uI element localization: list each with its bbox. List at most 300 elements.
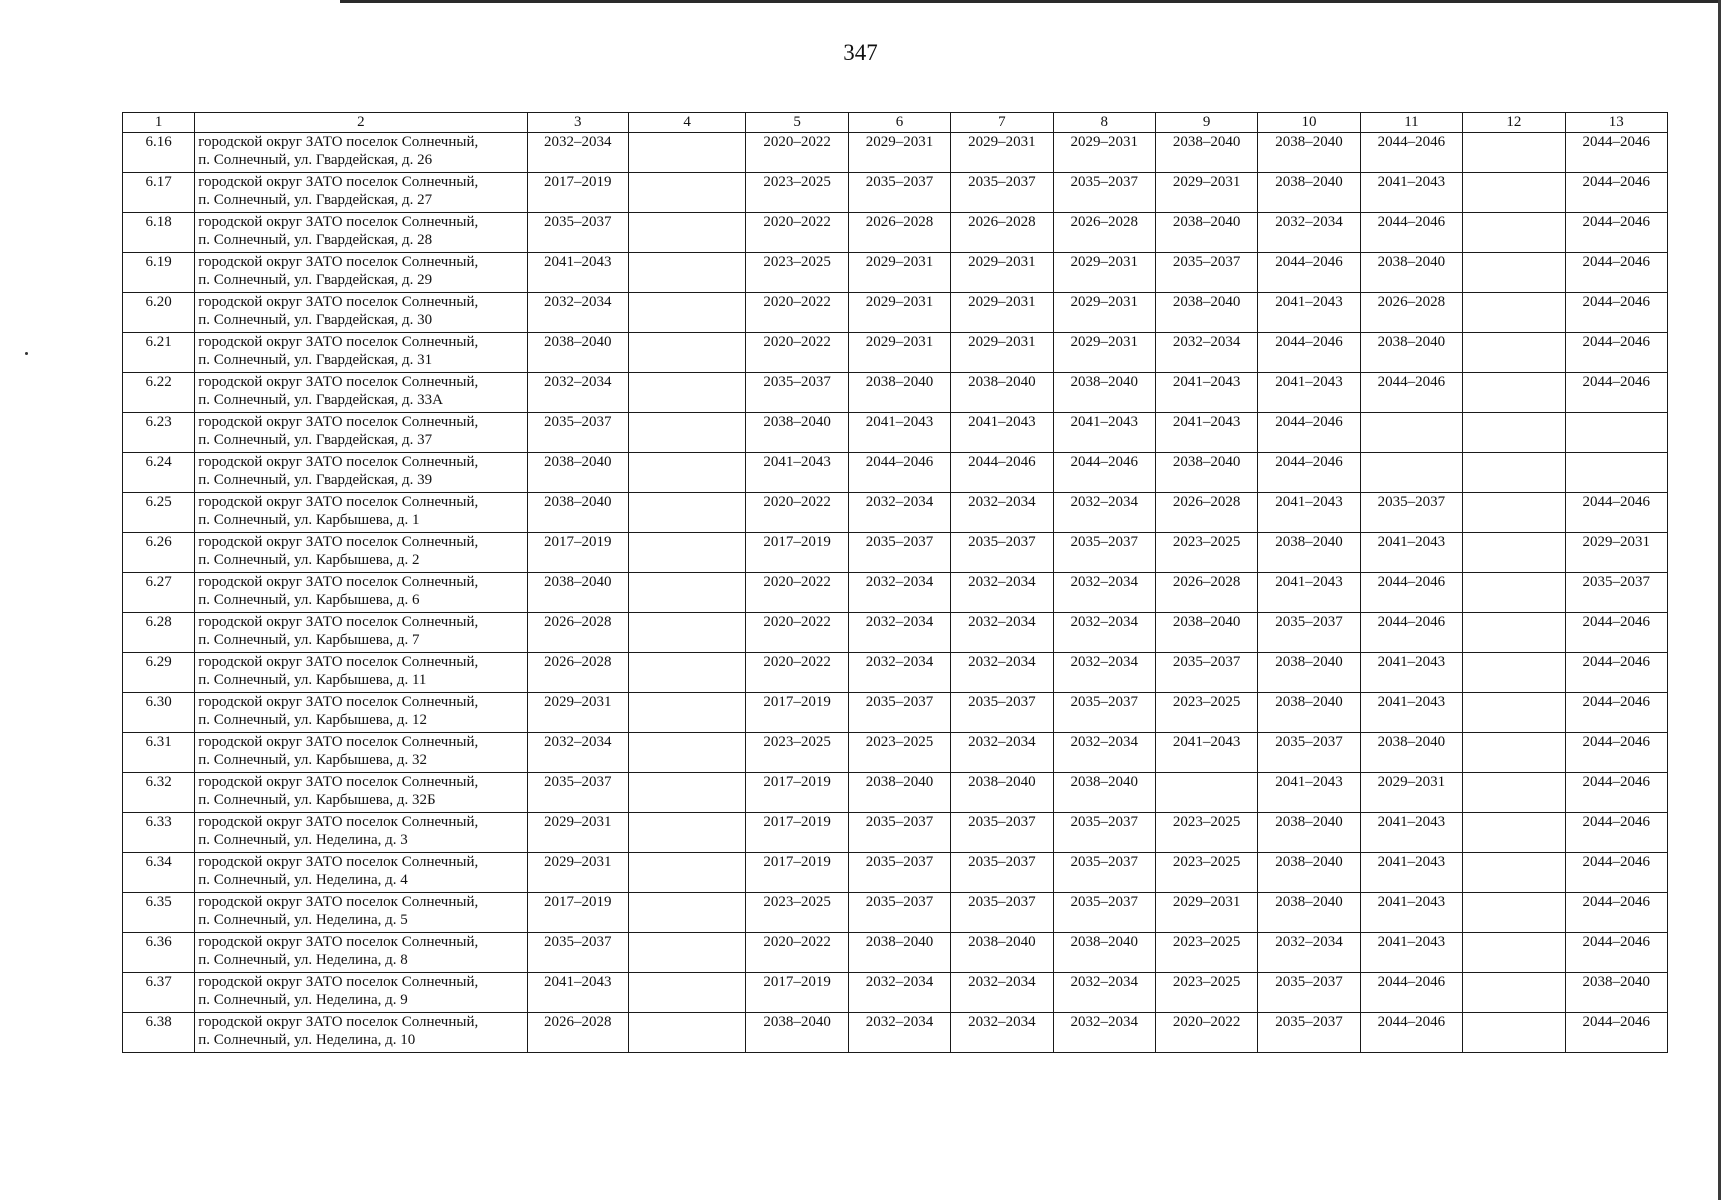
period-cell-col-6: 2029–2031 xyxy=(848,293,950,333)
period-cell-col-5: 2020–2022 xyxy=(746,613,848,653)
period-cell-col-9: 2023–2025 xyxy=(1155,533,1257,573)
table-row xyxy=(123,173,1668,213)
row-number-cell: 6.32 xyxy=(123,773,195,813)
table-body xyxy=(123,113,1668,1053)
period-cell-col-8: 2029–2031 xyxy=(1053,253,1155,293)
period-cell-col-9: 2032–2034 xyxy=(1155,333,1257,373)
period-cell-col-13: 2044–2046 xyxy=(1565,493,1667,533)
row-number-cell: 6.33 xyxy=(123,813,195,853)
column-number-header: 7 xyxy=(951,113,1053,133)
period-cell-col-5: 2020–2022 xyxy=(746,933,848,973)
period-cell-col-12 xyxy=(1463,293,1565,333)
period-cell-col-9: 2035–2037 xyxy=(1155,653,1257,693)
address-line-municipality: городской округ ЗАТО поселок Солнечный, xyxy=(198,614,479,630)
period-cell-col-10: 2044–2046 xyxy=(1258,413,1360,453)
period-cell-col-3: 2035–2037 xyxy=(527,413,628,453)
period-cell-col-5: 2038–2040 xyxy=(746,1013,848,1053)
period-cell-col-10: 2032–2034 xyxy=(1258,213,1360,253)
period-cell-col-7: 2035–2037 xyxy=(951,533,1053,573)
address-cell xyxy=(195,933,527,973)
period-cell-col-7: 2029–2031 xyxy=(951,133,1053,173)
address-line-street: п. Солнечный, ул. Неделина, д. 8 xyxy=(198,952,408,968)
period-cell-col-9: 2023–2025 xyxy=(1155,853,1257,893)
scan-speck xyxy=(25,352,28,355)
period-cell-col-10: 2041–2043 xyxy=(1258,773,1360,813)
period-cell-col-7: 2032–2034 xyxy=(951,1013,1053,1053)
row-number-cell: 6.27 xyxy=(123,573,195,613)
address-line-street: п. Солнечный, ул. Карбышева, д. 1 xyxy=(198,512,420,528)
period-cell-col-3: 2035–2037 xyxy=(527,933,628,973)
period-cell-col-13: 2044–2046 xyxy=(1565,253,1667,293)
period-cell-col-3: 2017–2019 xyxy=(527,533,628,573)
address-cell xyxy=(195,493,527,533)
address-cell xyxy=(195,853,527,893)
address-line-municipality: городской округ ЗАТО поселок Солнечный, xyxy=(198,174,479,190)
period-cell-col-9: 2041–2043 xyxy=(1155,373,1257,413)
period-cell-col-13: 2029–2031 xyxy=(1565,533,1667,573)
table-row xyxy=(123,213,1668,253)
period-cell-col-4 xyxy=(628,493,745,533)
address-line-street: п. Солнечный, ул. Карбышева, д. 32 xyxy=(198,752,427,768)
table-row xyxy=(123,573,1668,613)
period-cell-col-4 xyxy=(628,693,745,733)
address-cell xyxy=(195,373,527,413)
period-cell-col-13: 2044–2046 xyxy=(1565,293,1667,333)
period-cell-col-9: 2029–2031 xyxy=(1155,173,1257,213)
period-cell-col-3: 2029–2031 xyxy=(527,853,628,893)
period-cell-col-3: 2038–2040 xyxy=(527,573,628,613)
address-cell xyxy=(195,453,527,493)
period-cell-col-8: 2035–2037 xyxy=(1053,173,1155,213)
period-cell-col-5: 2023–2025 xyxy=(746,253,848,293)
period-cell-col-4 xyxy=(628,853,745,893)
address-line-street: п. Солнечный, ул. Карбышева, д. 11 xyxy=(198,672,427,688)
period-cell-col-7: 2026–2028 xyxy=(951,213,1053,253)
row-number-cell: 6.19 xyxy=(123,253,195,293)
period-cell-col-9: 2029–2031 xyxy=(1155,893,1257,933)
period-cell-col-5: 2023–2025 xyxy=(746,173,848,213)
period-cell-col-5: 2017–2019 xyxy=(746,973,848,1013)
period-cell-col-11: 2041–2043 xyxy=(1360,853,1462,893)
period-cell-col-3: 2041–2043 xyxy=(527,253,628,293)
period-cell-col-8: 2032–2034 xyxy=(1053,973,1155,1013)
row-number-cell: 6.28 xyxy=(123,613,195,653)
period-cell-col-11: 2044–2046 xyxy=(1360,973,1462,1013)
period-cell-col-9: 2035–2037 xyxy=(1155,253,1257,293)
address-line-municipality: городской округ ЗАТО поселок Солнечный, xyxy=(198,974,479,990)
column-number-header-row xyxy=(123,113,1668,133)
address-line-street: п. Солнечный, ул. Карбышева, д. 6 xyxy=(198,592,420,608)
period-cell-col-11: 2041–2043 xyxy=(1360,933,1462,973)
period-cell-col-13: 2044–2046 xyxy=(1565,653,1667,693)
period-cell-col-11: 2041–2043 xyxy=(1360,653,1462,693)
row-number-cell: 6.34 xyxy=(123,853,195,893)
row-number-cell: 6.38 xyxy=(123,1013,195,1053)
period-cell-col-7: 2032–2034 xyxy=(951,973,1053,1013)
period-cell-col-6: 2029–2031 xyxy=(848,333,950,373)
period-cell-col-3: 2017–2019 xyxy=(527,173,628,213)
row-number-cell: 6.24 xyxy=(123,453,195,493)
column-number-header: 13 xyxy=(1565,113,1667,133)
period-cell-col-9: 2023–2025 xyxy=(1155,693,1257,733)
table-row xyxy=(123,813,1668,853)
scan-edge-top xyxy=(340,0,1721,3)
address-cell xyxy=(195,813,527,853)
period-cell-col-9: 2023–2025 xyxy=(1155,813,1257,853)
period-cell-col-3: 2041–2043 xyxy=(527,973,628,1013)
period-cell-col-13: 2044–2046 xyxy=(1565,613,1667,653)
period-cell-col-8: 2029–2031 xyxy=(1053,333,1155,373)
period-cell-col-10: 2038–2040 xyxy=(1258,853,1360,893)
period-cell-col-6: 2032–2034 xyxy=(848,613,950,653)
period-cell-col-11: 2044–2046 xyxy=(1360,1013,1462,1053)
period-cell-col-12 xyxy=(1463,813,1565,853)
period-cell-col-5: 2020–2022 xyxy=(746,133,848,173)
row-number-cell: 6.31 xyxy=(123,733,195,773)
address-line-municipality: городской округ ЗАТО поселок Солнечный, xyxy=(198,494,479,510)
period-cell-col-11: 2041–2043 xyxy=(1360,173,1462,213)
period-cell-col-3: 2017–2019 xyxy=(527,893,628,933)
address-cell xyxy=(195,693,527,733)
address-cell xyxy=(195,1013,527,1053)
period-cell-col-3: 2035–2037 xyxy=(527,213,628,253)
period-cell-col-10: 2044–2046 xyxy=(1258,453,1360,493)
period-cell-col-7: 2038–2040 xyxy=(951,773,1053,813)
row-number-cell: 6.29 xyxy=(123,653,195,693)
period-cell-col-6: 2035–2037 xyxy=(848,173,950,213)
period-cell-col-3: 2026–2028 xyxy=(527,1013,628,1053)
period-cell-col-6: 2032–2034 xyxy=(848,1013,950,1053)
period-cell-col-13: 2044–2046 xyxy=(1565,933,1667,973)
period-cell-col-10: 2038–2040 xyxy=(1258,813,1360,853)
period-cell-col-3: 2029–2031 xyxy=(527,813,628,853)
period-cell-col-5: 2020–2022 xyxy=(746,213,848,253)
period-cell-col-13: 2044–2046 xyxy=(1565,173,1667,213)
address-line-street: п. Солнечный, ул. Гвардейская, д. 39 xyxy=(198,472,433,488)
period-cell-col-4 xyxy=(628,613,745,653)
period-cell-col-8: 2032–2034 xyxy=(1053,733,1155,773)
period-cell-col-5: 2023–2025 xyxy=(746,733,848,773)
row-number-cell: 6.36 xyxy=(123,933,195,973)
period-cell-col-5: 2017–2019 xyxy=(746,773,848,813)
period-cell-col-12 xyxy=(1463,693,1565,733)
address-line-municipality: городской округ ЗАТО поселок Солнечный, xyxy=(198,454,479,470)
period-cell-col-9: 2041–2043 xyxy=(1155,733,1257,773)
period-cell-col-12 xyxy=(1463,973,1565,1013)
period-cell-col-10: 2044–2046 xyxy=(1258,253,1360,293)
period-cell-col-7: 2032–2034 xyxy=(951,613,1053,653)
period-cell-col-13: 2038–2040 xyxy=(1565,973,1667,1013)
period-cell-col-12 xyxy=(1463,893,1565,933)
period-cell-col-11: 2044–2046 xyxy=(1360,613,1462,653)
period-cell-col-8: 2044–2046 xyxy=(1053,453,1155,493)
period-cell-col-3: 2032–2034 xyxy=(527,733,628,773)
period-cell-col-8: 2032–2034 xyxy=(1053,613,1155,653)
period-cell-col-11 xyxy=(1360,453,1462,493)
column-number-header: 4 xyxy=(628,113,745,133)
period-cell-col-12 xyxy=(1463,453,1565,493)
period-cell-col-10: 2044–2046 xyxy=(1258,333,1360,373)
period-cell-col-12 xyxy=(1463,933,1565,973)
period-cell-col-9: 2020–2022 xyxy=(1155,1013,1257,1053)
period-cell-col-6: 2035–2037 xyxy=(848,693,950,733)
period-cell-col-7: 2035–2037 xyxy=(951,813,1053,853)
period-cell-col-5: 2035–2037 xyxy=(746,373,848,413)
period-cell-col-10: 2041–2043 xyxy=(1258,373,1360,413)
period-cell-col-9: 2038–2040 xyxy=(1155,293,1257,333)
period-cell-col-8: 2032–2034 xyxy=(1053,653,1155,693)
period-cell-col-13 xyxy=(1565,453,1667,493)
period-cell-col-9: 2041–2043 xyxy=(1155,413,1257,453)
period-cell-col-8: 2035–2037 xyxy=(1053,533,1155,573)
address-line-street: п. Солнечный, ул. Неделина, д. 4 xyxy=(198,872,408,888)
period-cell-col-8: 2038–2040 xyxy=(1053,373,1155,413)
row-number-cell: 6.35 xyxy=(123,893,195,933)
address-line-municipality: городской округ ЗАТО поселок Солнечный, xyxy=(198,694,479,710)
period-cell-col-4 xyxy=(628,813,745,853)
period-cell-col-3: 2029–2031 xyxy=(527,693,628,733)
period-cell-col-8: 2029–2031 xyxy=(1053,133,1155,173)
period-cell-col-7: 2035–2037 xyxy=(951,893,1053,933)
address-line-municipality: городской округ ЗАТО поселок Солнечный, xyxy=(198,414,479,430)
period-cell-col-9: 2023–2025 xyxy=(1155,973,1257,1013)
period-cell-col-11: 2041–2043 xyxy=(1360,693,1462,733)
period-cell-col-4 xyxy=(628,293,745,333)
period-cell-col-12 xyxy=(1463,333,1565,373)
column-number-header: 2 xyxy=(195,113,527,133)
period-cell-col-6: 2038–2040 xyxy=(848,933,950,973)
row-number-cell: 6.16 xyxy=(123,133,195,173)
period-cell-col-5: 2020–2022 xyxy=(746,333,848,373)
address-line-street: п. Солнечный, ул. Гвардейская, д. 26 xyxy=(198,152,433,168)
column-number-header: 6 xyxy=(848,113,950,133)
period-cell-col-3: 2038–2040 xyxy=(527,333,628,373)
period-cell-col-12 xyxy=(1463,413,1565,453)
period-cell-col-4 xyxy=(628,533,745,573)
address-line-municipality: городской округ ЗАТО поселок Солнечный, xyxy=(198,374,479,390)
period-cell-col-7: 2035–2037 xyxy=(951,173,1053,213)
period-cell-col-8: 2032–2034 xyxy=(1053,493,1155,533)
period-cell-col-4 xyxy=(628,413,745,453)
address-line-municipality: городской округ ЗАТО поселок Солнечный, xyxy=(198,134,479,150)
period-cell-col-13: 2044–2046 xyxy=(1565,733,1667,773)
period-cell-col-4 xyxy=(628,333,745,373)
column-number-header: 10 xyxy=(1258,113,1360,133)
period-cell-col-5: 2041–2043 xyxy=(746,453,848,493)
address-line-street: п. Солнечный, ул. Гвардейская, д. 37 xyxy=(198,432,433,448)
period-cell-col-13: 2044–2046 xyxy=(1565,813,1667,853)
address-line-municipality: городской округ ЗАТО поселок Солнечный, xyxy=(198,574,479,590)
row-number-cell: 6.18 xyxy=(123,213,195,253)
table-row xyxy=(123,293,1668,333)
address-cell xyxy=(195,533,527,573)
period-cell-col-10: 2032–2034 xyxy=(1258,933,1360,973)
column-number-header: 9 xyxy=(1155,113,1257,133)
period-cell-col-9 xyxy=(1155,773,1257,813)
period-cell-col-8: 2035–2037 xyxy=(1053,853,1155,893)
row-number-cell: 6.21 xyxy=(123,333,195,373)
period-cell-col-3: 2035–2037 xyxy=(527,773,628,813)
table-row xyxy=(123,973,1668,1013)
address-cell xyxy=(195,733,527,773)
table-row xyxy=(123,1013,1668,1053)
period-cell-col-6: 2035–2037 xyxy=(848,893,950,933)
row-number-cell: 6.23 xyxy=(123,413,195,453)
period-cell-col-6: 2035–2037 xyxy=(848,533,950,573)
address-line-municipality: городской округ ЗАТО поселок Солнечный, xyxy=(198,774,479,790)
period-cell-col-12 xyxy=(1463,573,1565,613)
period-cell-col-10: 2038–2040 xyxy=(1258,533,1360,573)
address-line-street: п. Солнечный, ул. Карбышева, д. 2 xyxy=(198,552,420,568)
period-cell-col-7: 2035–2037 xyxy=(951,693,1053,733)
table-row xyxy=(123,133,1668,173)
period-cell-col-12 xyxy=(1463,173,1565,213)
period-cell-col-13: 2044–2046 xyxy=(1565,773,1667,813)
address-cell xyxy=(195,613,527,653)
period-cell-col-11: 2044–2046 xyxy=(1360,213,1462,253)
period-cell-col-6: 2044–2046 xyxy=(848,453,950,493)
period-cell-col-12 xyxy=(1463,1013,1565,1053)
period-cell-col-3: 2038–2040 xyxy=(527,493,628,533)
period-cell-col-10: 2041–2043 xyxy=(1258,293,1360,333)
table-row xyxy=(123,893,1668,933)
period-cell-col-13: 2044–2046 xyxy=(1565,333,1667,373)
period-cell-col-8: 2026–2028 xyxy=(1053,213,1155,253)
period-cell-col-10: 2038–2040 xyxy=(1258,133,1360,173)
period-cell-col-9: 2038–2040 xyxy=(1155,213,1257,253)
period-cell-col-13: 2044–2046 xyxy=(1565,133,1667,173)
address-line-street: п. Солнечный, ул. Неделина, д. 5 xyxy=(198,912,408,928)
period-cell-col-10: 2035–2037 xyxy=(1258,973,1360,1013)
period-cell-col-11: 2029–2031 xyxy=(1360,773,1462,813)
address-line-street: п. Солнечный, ул. Карбышева, д. 7 xyxy=(198,632,420,648)
period-cell-col-7: 2038–2040 xyxy=(951,933,1053,973)
schedule-table xyxy=(122,112,1668,1053)
address-cell xyxy=(195,973,527,1013)
column-number-header: 12 xyxy=(1463,113,1565,133)
period-cell-col-13 xyxy=(1565,413,1667,453)
period-cell-col-13: 2035–2037 xyxy=(1565,573,1667,613)
table-row xyxy=(123,853,1668,893)
period-cell-col-7: 2044–2046 xyxy=(951,453,1053,493)
period-cell-col-4 xyxy=(628,573,745,613)
row-number-cell: 6.26 xyxy=(123,533,195,573)
period-cell-col-10: 2038–2040 xyxy=(1258,173,1360,213)
period-cell-col-10: 2038–2040 xyxy=(1258,693,1360,733)
period-cell-col-4 xyxy=(628,973,745,1013)
address-line-municipality: городской округ ЗАТО поселок Солнечный, xyxy=(198,894,479,910)
period-cell-col-6: 2035–2037 xyxy=(848,813,950,853)
address-line-street: п. Солнечный, ул. Гвардейская, д. 27 xyxy=(198,192,433,208)
period-cell-col-6: 2035–2037 xyxy=(848,853,950,893)
period-cell-col-6: 2032–2034 xyxy=(848,493,950,533)
period-cell-col-6: 2038–2040 xyxy=(848,773,950,813)
period-cell-col-13: 2044–2046 xyxy=(1565,213,1667,253)
table-row xyxy=(123,653,1668,693)
address-cell xyxy=(195,293,527,333)
period-cell-col-12 xyxy=(1463,533,1565,573)
period-cell-col-7: 2032–2034 xyxy=(951,573,1053,613)
period-cell-col-5: 2020–2022 xyxy=(746,293,848,333)
period-cell-col-12 xyxy=(1463,853,1565,893)
period-cell-col-11: 2044–2046 xyxy=(1360,373,1462,413)
table-row xyxy=(123,733,1668,773)
address-cell xyxy=(195,573,527,613)
address-cell xyxy=(195,213,527,253)
period-cell-col-8: 2032–2034 xyxy=(1053,573,1155,613)
period-cell-col-4 xyxy=(628,733,745,773)
period-cell-col-5: 2017–2019 xyxy=(746,813,848,853)
period-cell-col-4 xyxy=(628,653,745,693)
period-cell-col-12 xyxy=(1463,133,1565,173)
address-line-municipality: городской округ ЗАТО поселок Солнечный, xyxy=(198,854,479,870)
period-cell-col-4 xyxy=(628,933,745,973)
address-line-street: п. Солнечный, ул. Гвардейская, д. 30 xyxy=(198,312,433,328)
period-cell-col-7: 2029–2031 xyxy=(951,333,1053,373)
period-cell-col-11: 2038–2040 xyxy=(1360,333,1462,373)
period-cell-col-9: 2038–2040 xyxy=(1155,453,1257,493)
row-number-cell: 6.22 xyxy=(123,373,195,413)
period-cell-col-4 xyxy=(628,173,745,213)
period-cell-col-4 xyxy=(628,1013,745,1053)
period-cell-col-7: 2038–2040 xyxy=(951,373,1053,413)
period-cell-col-10: 2041–2043 xyxy=(1258,493,1360,533)
period-cell-col-4 xyxy=(628,773,745,813)
period-cell-col-11: 2038–2040 xyxy=(1360,733,1462,773)
period-cell-col-6: 2032–2034 xyxy=(848,653,950,693)
address-line-municipality: городской округ ЗАТО поселок Солнечный, xyxy=(198,534,479,550)
period-cell-col-10: 2035–2037 xyxy=(1258,733,1360,773)
row-number-cell: 6.30 xyxy=(123,693,195,733)
period-cell-col-8: 2035–2037 xyxy=(1053,813,1155,853)
period-cell-col-6: 2029–2031 xyxy=(848,253,950,293)
period-cell-col-13: 2044–2046 xyxy=(1565,1013,1667,1053)
table-row xyxy=(123,413,1668,453)
address-cell xyxy=(195,653,527,693)
period-cell-col-8: 2032–2034 xyxy=(1053,1013,1155,1053)
period-cell-col-10: 2035–2037 xyxy=(1258,613,1360,653)
row-number-cell: 6.17 xyxy=(123,173,195,213)
period-cell-col-6: 2026–2028 xyxy=(848,213,950,253)
column-number-header: 11 xyxy=(1360,113,1462,133)
period-cell-col-3: 2026–2028 xyxy=(527,613,628,653)
period-cell-col-9: 2038–2040 xyxy=(1155,613,1257,653)
address-cell xyxy=(195,413,527,453)
period-cell-col-5: 2020–2022 xyxy=(746,653,848,693)
page-number: 347 xyxy=(843,40,878,65)
period-cell-col-12 xyxy=(1463,373,1565,413)
table-row xyxy=(123,613,1668,653)
period-cell-col-13: 2044–2046 xyxy=(1565,373,1667,413)
table-row xyxy=(123,373,1668,413)
period-cell-col-11 xyxy=(1360,413,1462,453)
period-cell-col-4 xyxy=(628,213,745,253)
address-cell xyxy=(195,253,527,293)
period-cell-col-13: 2044–2046 xyxy=(1565,893,1667,933)
period-cell-col-4 xyxy=(628,133,745,173)
period-cell-col-7: 2032–2034 xyxy=(951,493,1053,533)
address-line-street: п. Солнечный, ул. Неделина, д. 10 xyxy=(198,1032,416,1048)
period-cell-col-11: 2026–2028 xyxy=(1360,293,1462,333)
period-cell-col-6: 2032–2034 xyxy=(848,573,950,613)
period-cell-col-6: 2029–2031 xyxy=(848,133,950,173)
period-cell-col-4 xyxy=(628,373,745,413)
address-line-municipality: городской округ ЗАТО поселок Солнечный, xyxy=(198,814,479,830)
period-cell-col-5: 2020–2022 xyxy=(746,573,848,613)
period-cell-col-11: 2035–2037 xyxy=(1360,493,1462,533)
period-cell-col-8: 2035–2037 xyxy=(1053,693,1155,733)
table-row xyxy=(123,773,1668,813)
